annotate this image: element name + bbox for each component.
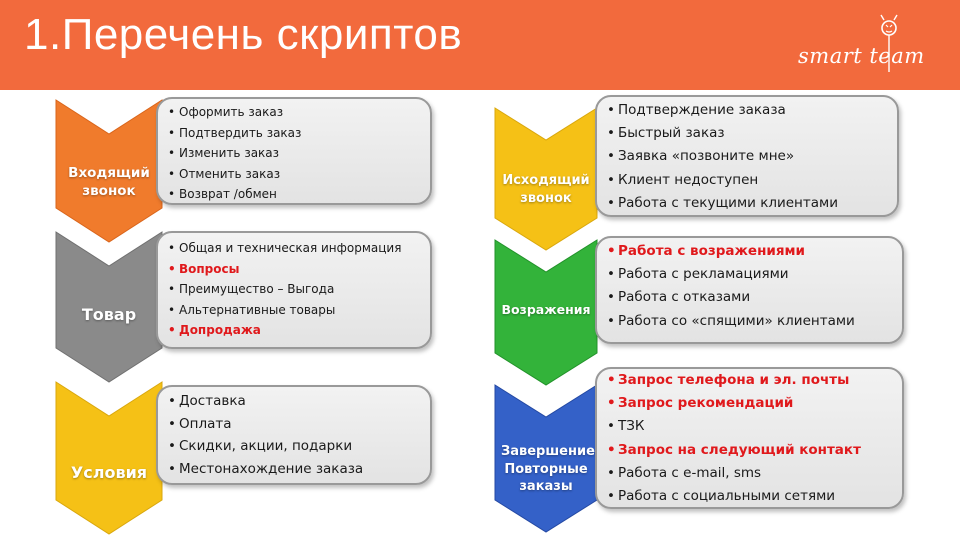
list-item: • Подтвердить заказ <box>168 123 430 144</box>
chevron-incoming-call <box>56 100 162 242</box>
outgoing-call-scripts-box <box>595 95 899 217</box>
chevron-completion <box>495 385 597 532</box>
list-item: • Работа с e-mail, sms <box>607 462 902 485</box>
logo <box>798 10 958 80</box>
script-list <box>158 387 430 480</box>
list-item: • Работа с текущими клиентами <box>607 192 897 215</box>
list-item: • ТЗК <box>607 415 902 438</box>
list-item: • Оформить заказ <box>168 102 430 123</box>
list-item: • Оплата <box>168 413 430 436</box>
chevron-outgoing-call <box>495 108 597 250</box>
script-list <box>597 238 902 333</box>
product-scripts-box <box>156 231 432 349</box>
script-list <box>597 97 897 215</box>
list-item: • Скидки, акции, подарки <box>168 435 430 458</box>
list-item: • Изменить заказ <box>168 143 430 164</box>
list-item: • Доставка <box>168 390 430 413</box>
list-item-highlight: • Работа с возражениями <box>607 240 902 263</box>
list-item: • Клиент недоступен <box>607 169 897 192</box>
chevron-label: Завершение Повторные заказы <box>501 444 595 495</box>
header-bar <box>0 0 960 90</box>
list-item: • Альтернативные товары <box>168 300 430 321</box>
list-item: • Заявка «позвоните мне» <box>607 145 897 168</box>
page-title: 1.Перечень скриптов <box>24 10 463 59</box>
terms-scripts-box <box>156 385 432 485</box>
list-item: • Подтверждение заказа <box>607 99 897 122</box>
list-item: • Работа с отказами <box>607 286 902 309</box>
chevron-label: Входящий звонок <box>68 165 150 200</box>
list-item: • Местонахождение заказа <box>168 458 430 481</box>
script-list <box>158 99 430 205</box>
list-item: • Быстрый заказ <box>607 122 897 145</box>
list-item-highlight: • Запрос на следующий контакт <box>607 439 902 462</box>
completion-scripts-box <box>595 367 904 509</box>
list-item: • Работа с социальными сетями <box>607 485 902 508</box>
list-item: • Преимущество – Выгода <box>168 279 430 300</box>
objections-scripts-box <box>595 236 904 344</box>
list-item-highlight: • Допродажа <box>168 320 430 341</box>
chevron-label: Исходящий звонок <box>502 173 590 206</box>
list-item: • Отменить заказ <box>168 164 430 185</box>
list-item: • Возврат /обмен <box>168 184 430 205</box>
script-list <box>597 369 902 508</box>
chevron-product <box>56 232 162 382</box>
logo-text: smart team <box>798 44 925 68</box>
chevron-label: Условия <box>70 463 148 482</box>
chevron-shape <box>56 382 162 534</box>
list-item-highlight: • Вопросы <box>168 259 430 280</box>
list-item-highlight: • Запрос телефона и эл. почты <box>607 369 902 392</box>
chevron-label: Возражения <box>501 302 591 317</box>
script-list <box>158 233 430 341</box>
list-item: • Работа с рекламациями <box>607 263 902 286</box>
chevron-label: Товар <box>81 305 137 324</box>
chevron-terms <box>56 382 162 534</box>
incoming-call-scripts-box <box>156 97 432 205</box>
list-item: • Работа со «спящими» клиентами <box>607 310 902 333</box>
list-item: • Общая и техническая информация <box>168 238 430 259</box>
chevron-objections <box>495 240 597 385</box>
list-item-highlight: • Запрос рекомендаций <box>607 392 902 415</box>
